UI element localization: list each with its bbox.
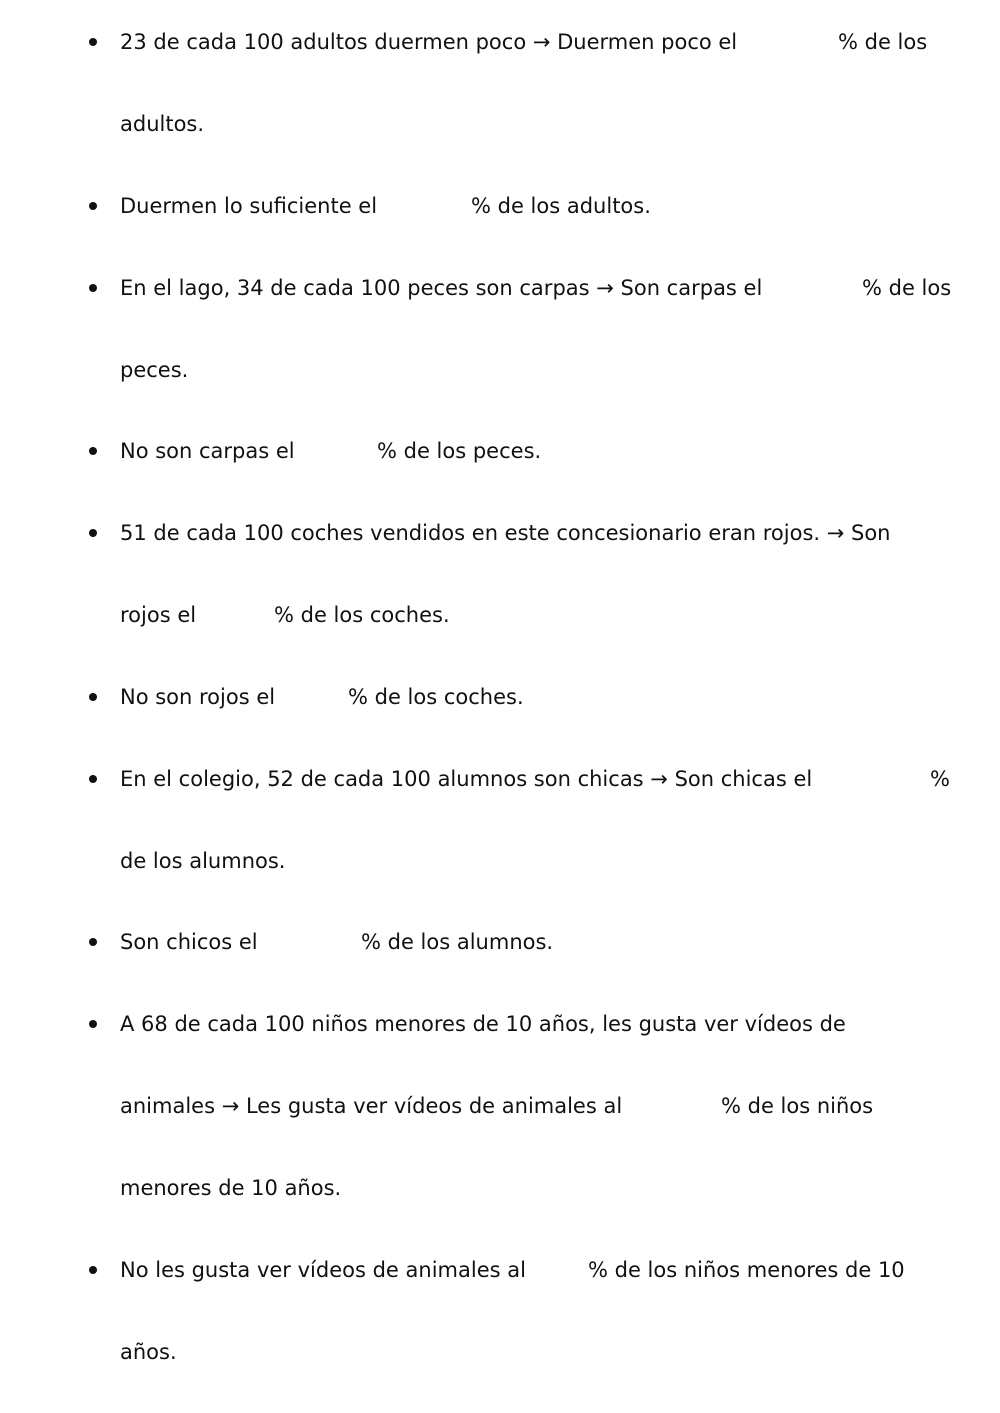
bullet-icon bbox=[89, 284, 97, 292]
bullet-icon bbox=[89, 447, 97, 455]
exercise-text: No son rojos el bbox=[120, 685, 276, 709]
exercise-text: Son chicos el bbox=[120, 930, 258, 954]
bullet-icon bbox=[89, 1020, 97, 1028]
exercise-text: A 68 de cada 100 niños menores de 10 años, les gusta ver vídeos de bbox=[120, 1012, 846, 1036]
exercise-text: No son carpas el bbox=[120, 439, 295, 463]
exercise-text: rojos el bbox=[120, 603, 197, 627]
bullet-icon bbox=[89, 38, 97, 46]
exercise-text: % de los bbox=[838, 30, 928, 54]
exercise-text: años. bbox=[120, 1340, 177, 1364]
bullet-icon bbox=[89, 775, 97, 783]
exercise-text: adultos. bbox=[120, 112, 205, 136]
exercise-text: de los alumnos. bbox=[120, 849, 286, 873]
exercise-text: % bbox=[930, 767, 950, 791]
bullet-icon bbox=[89, 202, 97, 210]
bullet-icon bbox=[89, 938, 97, 946]
exercise-text: menores de 10 años. bbox=[120, 1176, 342, 1200]
exercise-text: 23 de cada 100 adultos duermen poco → Duermen poco el bbox=[120, 30, 738, 54]
bullet-icon bbox=[89, 1266, 97, 1274]
exercise-text: No les gusta ver vídeos de animales al bbox=[120, 1258, 526, 1282]
bullet-icon bbox=[89, 693, 97, 701]
exercise-text: % de los adultos. bbox=[471, 194, 651, 218]
exercise-text: peces. bbox=[120, 358, 189, 382]
exercise-text: % de los alumnos. bbox=[361, 930, 554, 954]
exercise-text: % de los bbox=[862, 276, 952, 300]
exercise-text: animales → Les gusta ver vídeos de animales al bbox=[120, 1094, 623, 1118]
exercise-text: En el lago, 34 de cada 100 peces son carpas → Son carpas el bbox=[120, 276, 763, 300]
exercise-text: % de los coches. bbox=[274, 603, 450, 627]
exercise-text: En el colegio, 52 de cada 100 alumnos son chicas → Son chicas el bbox=[120, 767, 813, 791]
bullet-icon bbox=[89, 529, 97, 537]
exercise-text: % de los niños menores de 10 bbox=[588, 1258, 905, 1282]
exercise-text: Duermen lo suficiente el bbox=[120, 194, 378, 218]
exercise-text: % de los niños bbox=[721, 1094, 874, 1118]
exercise-text: % de los peces. bbox=[377, 439, 542, 463]
exercise-text: 51 de cada 100 coches vendidos en este concesionario eran rojos. → Son bbox=[120, 521, 891, 545]
exercise-text: % de los coches. bbox=[348, 685, 524, 709]
